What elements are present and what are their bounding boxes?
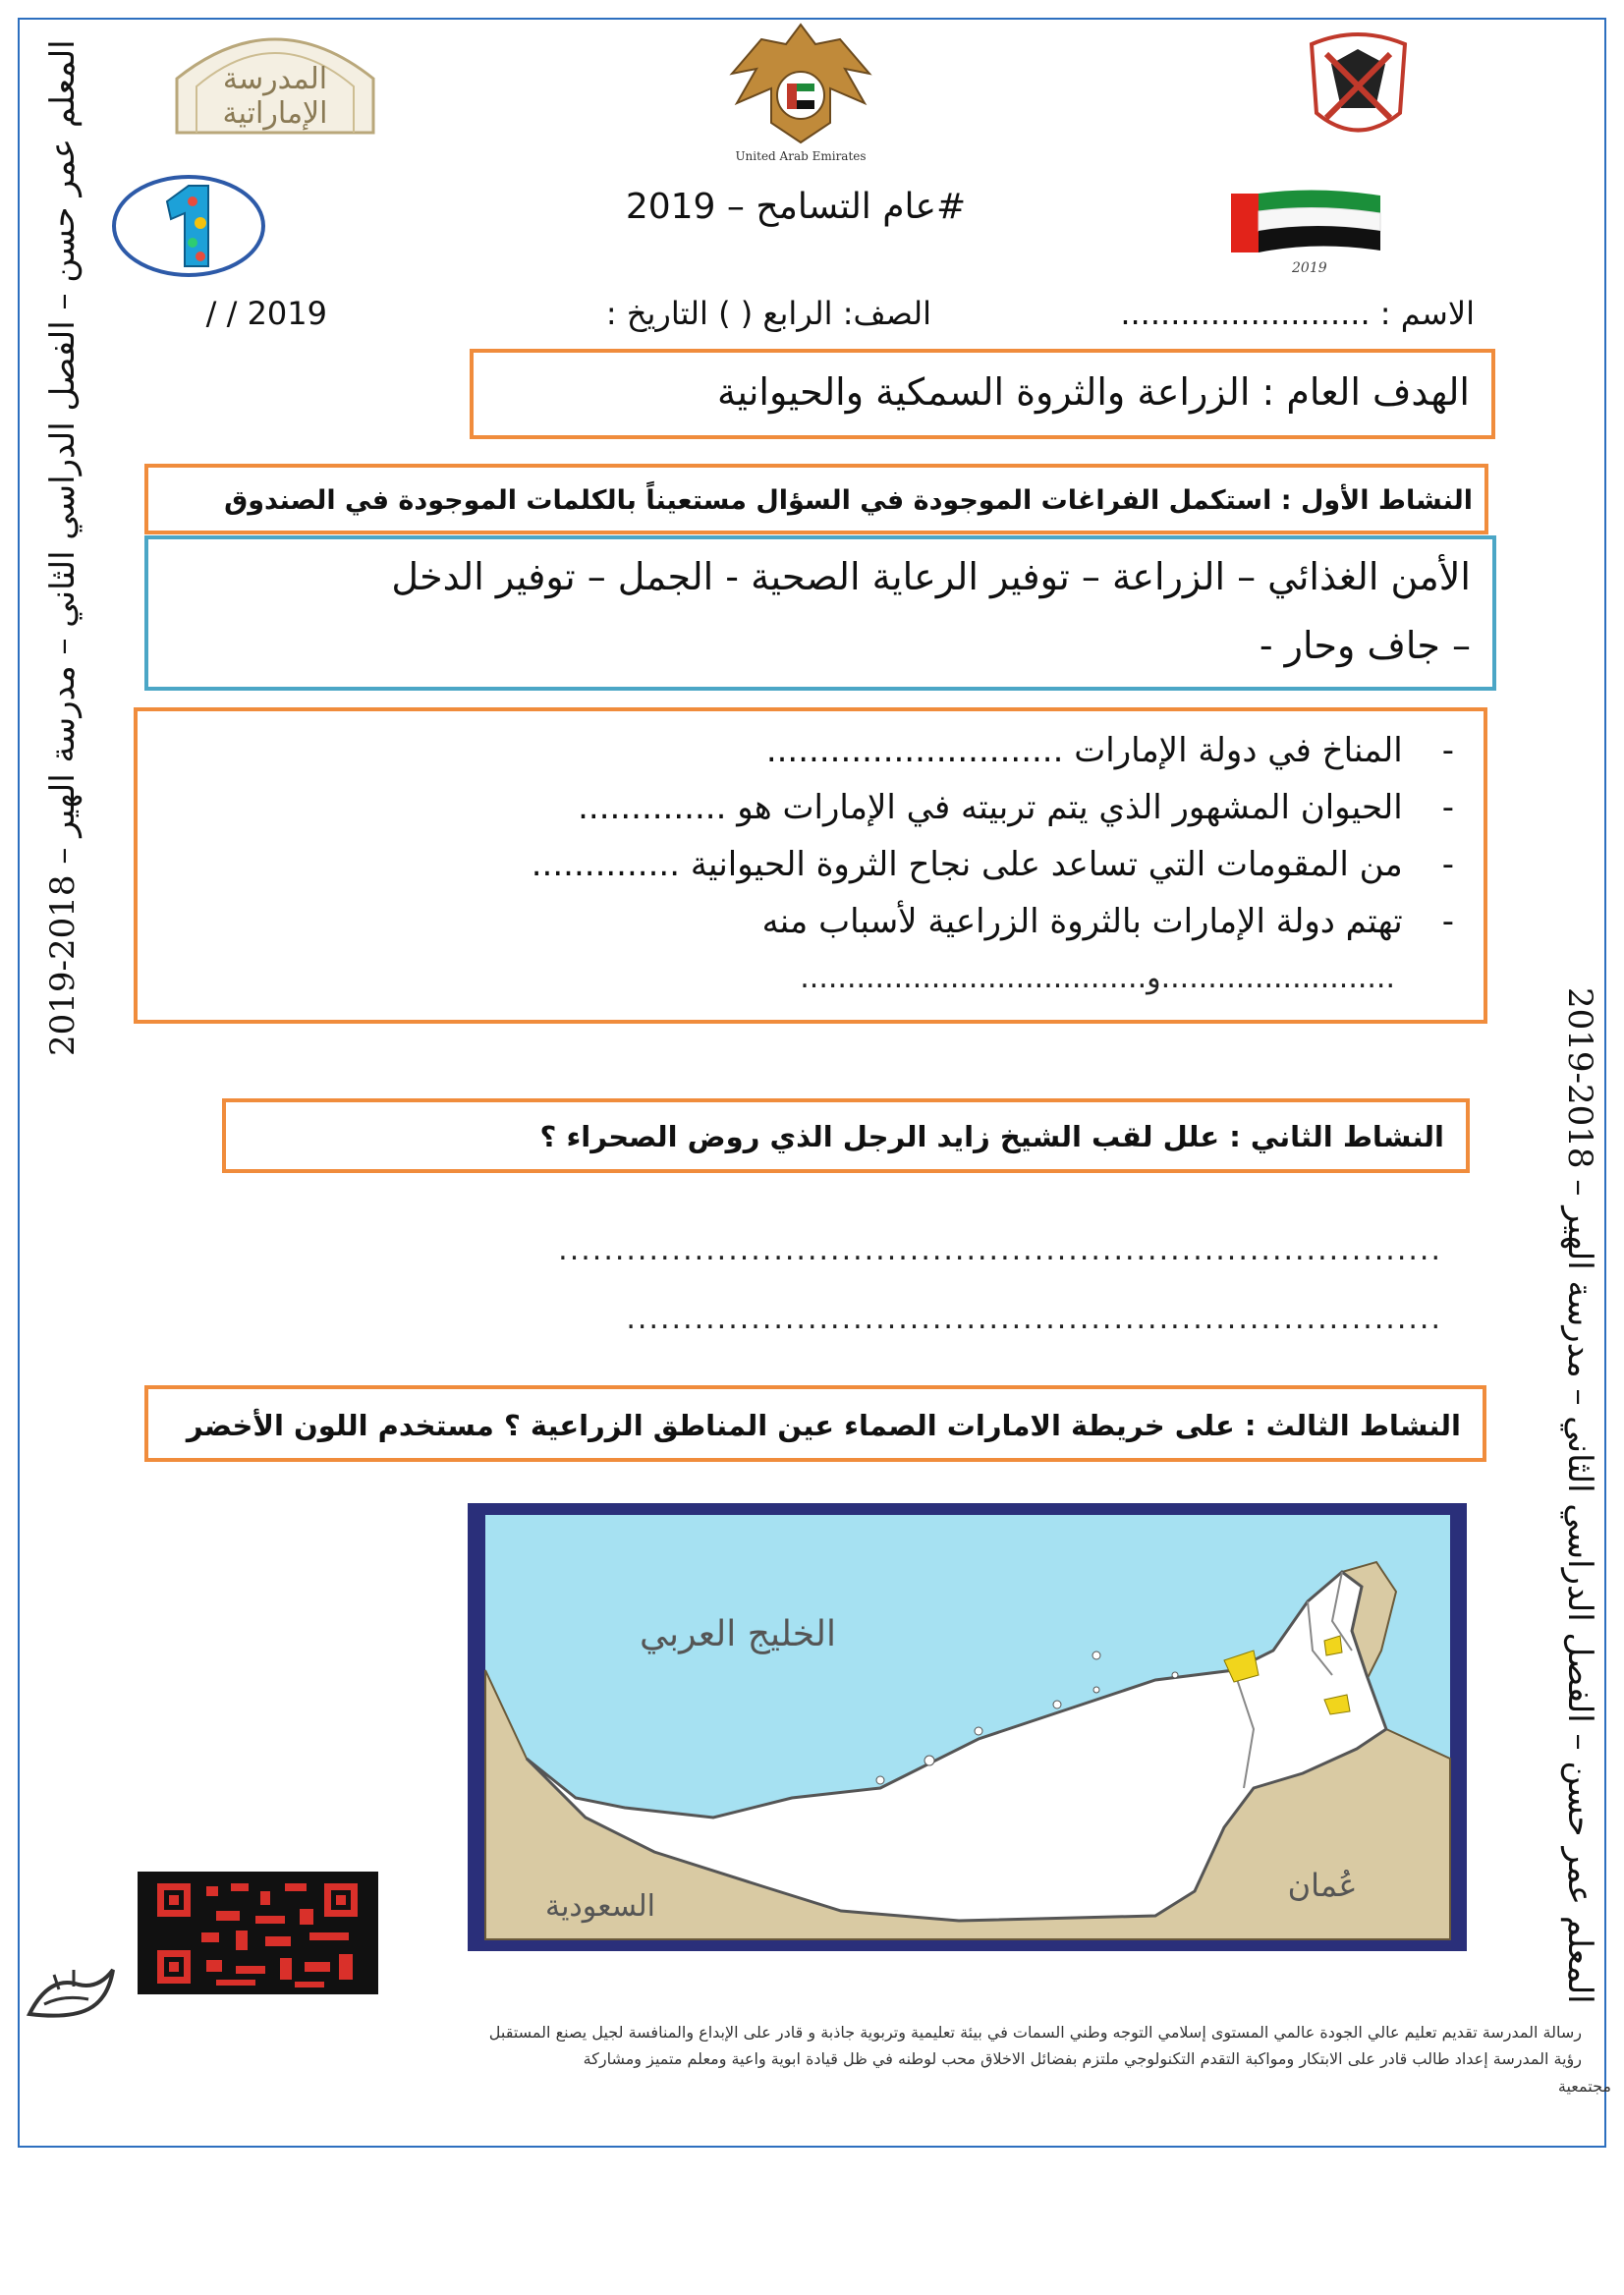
school-logo-line1: المدرسة bbox=[222, 62, 328, 96]
word-bank-line1: الأمن الغذائي – الزراعة – توفير الرعاية الصحية - الجمل – توفير الدخل bbox=[391, 555, 1471, 598]
school-logo-line2: الإماراتية bbox=[222, 96, 328, 131]
tolerance-year-title: #عام التسامح – 2019 bbox=[625, 187, 967, 227]
question-3-text[interactable]: من المقومات التي تساعد على نجاح الثروة الحيوانية .............. bbox=[531, 845, 1403, 884]
map-saudi-label: السعودية bbox=[544, 1889, 656, 1924]
student-name-field[interactable]: الاسم : ......................... bbox=[1120, 295, 1475, 332]
map-oman-label: عُمان bbox=[1287, 1867, 1358, 1904]
activity2-answer-line2[interactable]: ........................................................................ bbox=[626, 1302, 1442, 1336]
date-field[interactable]: / / 2019 bbox=[205, 295, 327, 332]
abu-dhabi-logo bbox=[1302, 25, 1415, 147]
question-2-text[interactable]: الحيوان المشهور الذي يتم تربيته في الإمارات هو .............. bbox=[578, 788, 1403, 827]
bullet: - bbox=[1441, 902, 1454, 941]
activity3-title: النشاط الثالث : على خريطة الامارات الصماء عين المناطق الزراعية ؟ مستخدم اللون الأخضر bbox=[186, 1409, 1461, 1442]
side-text-left: المعلم عمر حسن – الفصل الدراسي الثاني – مدرسة الهير – 2018-2019 bbox=[43, 39, 83, 1056]
word-bank-line2: – جاف وحار - bbox=[1259, 624, 1471, 667]
flag-caption: 2019 bbox=[1292, 260, 1327, 276]
question-4 bbox=[762, 902, 1454, 941]
question-1 bbox=[766, 731, 1454, 770]
activity3-title-box bbox=[144, 1385, 1486, 1462]
bullet: - bbox=[1441, 788, 1454, 827]
calligraphy-ornament bbox=[20, 1955, 128, 2029]
emblem-caption: United Arab Emirates bbox=[735, 149, 867, 162]
activity1-title-box bbox=[144, 464, 1488, 534]
question-2 bbox=[578, 788, 1454, 827]
qr-code[interactable] bbox=[138, 1872, 378, 1994]
side-text-right: المعلم عمر حسن – الفصل الدراسي الثاني – مدرسة الهير – 2018-2019 bbox=[1560, 987, 1599, 2004]
question-4-answer[interactable]: .........................و..................................... bbox=[800, 961, 1395, 995]
uae-blank-map[interactable] bbox=[468, 1503, 1467, 1951]
goal-text: الهدف العام : الزراعة والثروة السمكية والحيوانية bbox=[717, 370, 1470, 414]
footer-vision: رؤية المدرسة إعداد طالب قادر على الابتكار ومواكبة التقدم التكنولوجي ملتزم بفضائل الاخلاق محب لوطنه في ظل قيادة ابوية واعية ومعلم متميز ومشاركة bbox=[583, 2049, 1582, 2068]
goal-box bbox=[470, 349, 1495, 439]
grade-one-badge bbox=[110, 172, 267, 280]
map-gulf-label: الخليج العربي bbox=[640, 1614, 836, 1654]
activity1-title: النشاط الأول : استكمل الفراغات الموجودة في السؤال مستعيناً بالكلمات الموجودة في الصندوق bbox=[224, 485, 1473, 516]
student-class-date: الصف: الرابع ( ) التاريخ : bbox=[605, 295, 931, 332]
school-logo bbox=[157, 10, 393, 138]
question-1-text[interactable]: المناخ في دولة الإمارات ............................ bbox=[765, 731, 1403, 770]
bullet: - bbox=[1441, 731, 1454, 770]
activity2-title: النشاط الثاني : علل لقب الشيخ زايد الرجل الذي روض الصحراء ؟ bbox=[539, 1120, 1444, 1153]
question-3 bbox=[532, 845, 1454, 884]
footer-vision-end: مجتمعية bbox=[1557, 2077, 1611, 2096]
activity2-title-box bbox=[222, 1098, 1470, 1173]
uae-emblem bbox=[702, 15, 899, 162]
questions-box bbox=[134, 707, 1487, 1024]
question-4-text: تهتم دولة الإمارات بالثروة الزراعية لأسباب منه bbox=[761, 902, 1403, 941]
footer-mission: رسالة المدرسة تقديم تعليم عالي الجودة عالمي المستوى إسلامي التوجه وطني السمات في بيئة تعليمية وتربوية جاذبة و قادر على الإبداع والمنافسة لجيل يصنع المستقبل bbox=[488, 2023, 1582, 2042]
word-bank-box bbox=[144, 535, 1496, 691]
activity2-answer-line1[interactable]: .............................................................................. bbox=[558, 1233, 1442, 1267]
uae-flag-2019 bbox=[1223, 182, 1390, 280]
bullet: - bbox=[1441, 845, 1454, 884]
